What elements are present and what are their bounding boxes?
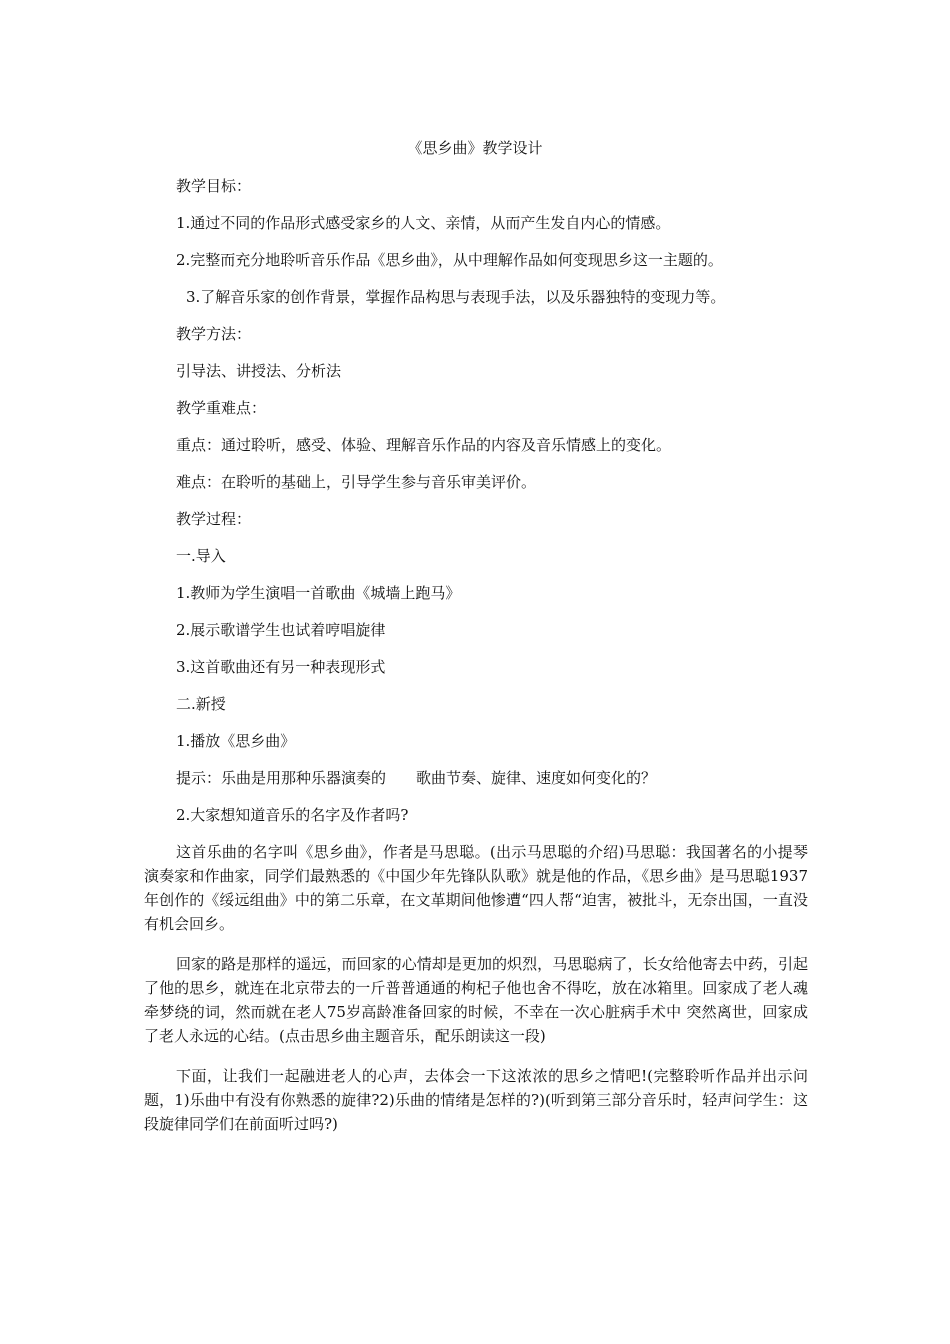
document-title: 《思乡曲》教学设计 [407,139,543,157]
hint-line [176,768,656,788]
key-point-text: 重点：通过聆听，感受、体验、理解音乐作品的内容及音乐情感上的变化。 [176,436,672,454]
intro-step-2: 2.展示歌谱学生也试着哼唱旋律 [176,621,386,639]
intro-step-1: 1.教师为学生演唱一首歌曲《城墙上跑马》 [176,584,461,602]
methods-text: 引导法、讲授法、分析法 [176,362,342,380]
difficulty-text: 难点：在聆听的基础上，引导学生参与音乐审美评价。 [176,473,537,491]
goal-item-3: 3.了解音乐家的创作背景，掌握作品构思与表现手法，以及乐器独特的变现力等。 [186,288,726,306]
key-points-heading: 教学重难点： [176,399,267,417]
hint-part-1: 提示：乐曲是用那种乐器演奏的 [176,769,387,787]
goals-heading: 教学目标： [176,177,252,195]
goal-item-2: 2.完整而充分地聆听音乐作品《思乡曲》，从中理解作品如何变现思乡这一主题的。 [176,251,723,269]
new-step-1: 1.播放《思乡曲》 [176,732,296,750]
story-paragraph: 回家的路是那样的遥远，而回家的心情却是更加的炽烈，马思聪病了，长女给他寄去中药，引起了他的思乡，就连在北京带去的一斤普普通通的枸杞子他也舍不得吃，放在冰箱里。回家成了老人魂牵梦绕的词，然而就在老人75岁高龄准备回家的时候，不幸在一次心脏病手术中 突然离世，回家成了老人永远的心结。(点击思乡曲主题音乐，配乐朗读这一段) [144,955,808,1045]
hint-part-2: 歌曲节奏、旋律、速度如何变化的？ [416,769,657,787]
methods-heading: 教学方法： [176,325,252,343]
section-intro-heading: 一.导入 [176,547,226,565]
listening-paragraph: 下面，让我们一起融进老人的心声，去体会一下这浓浓的思乡之情吧!(完整聆听作品并出示问题，1)乐曲中有没有你熟悉的旋律?2)乐曲的情绪是怎样的?)(听到第三部分音乐时，轻声问学生：这段旋律同学们在前面听过吗?) [144,1067,808,1133]
goal-item-1: 1.通过不同的作品形式感受家乡的人文、亲情，从而产生发自内心的情感。 [176,214,671,232]
new-step-2: 2.大家想知道音乐的名字及作者吗? [176,806,409,824]
section-new-heading: 二.新授 [176,695,226,713]
intro-step-3: 3.这首歌曲还有另一种表现形式 [176,658,386,676]
process-heading: 教学过程： [176,510,252,528]
composer-paragraph: 这首乐曲的名字叫《思乡曲》，作者是马思聪。(出示马思聪的介绍)马思聪：我国著名的小提琴演奏家和作曲家，同学们最熟悉的《中国少年先锋队队歌》就是他的作品，《思乡曲》是马思聪1937年创作的《绥远组曲》中的第二乐章，在文革期间他惨遭“四人帮“迫害，被批斗，无奈出国，一直没有机会回乡。 [144,843,808,933]
